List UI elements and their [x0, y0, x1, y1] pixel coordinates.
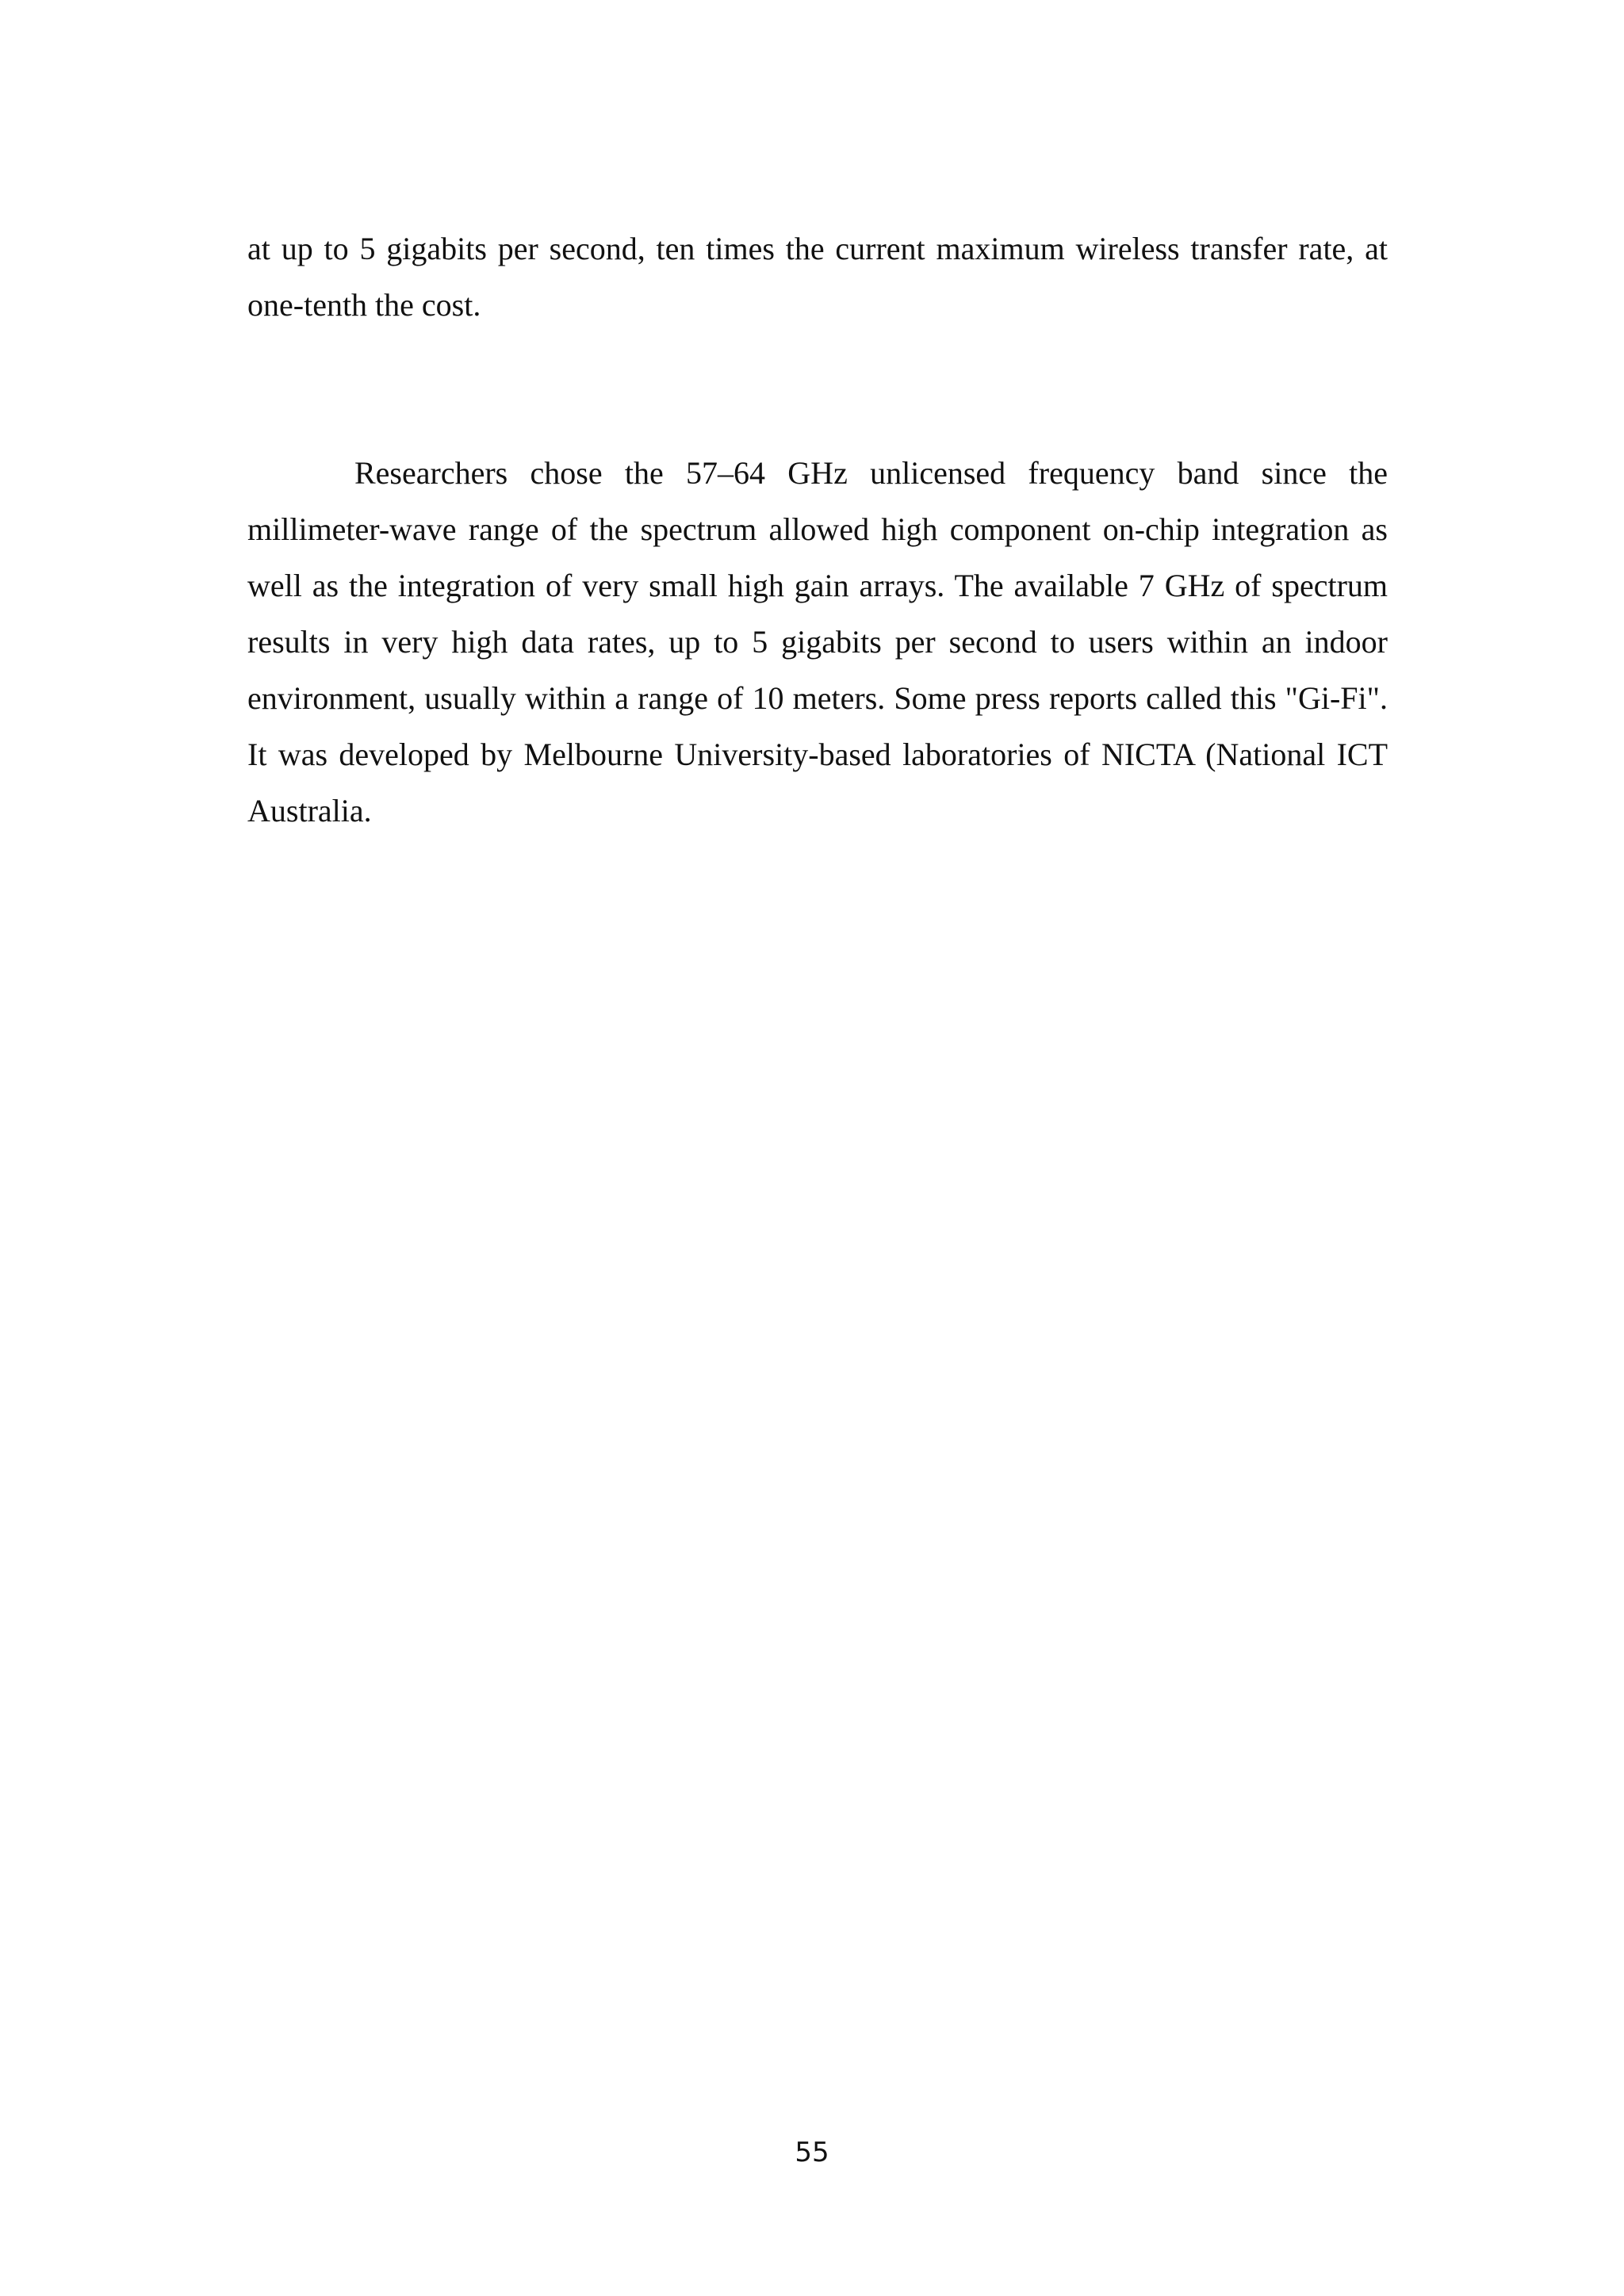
paragraph-gi-fi-research: Researchers chose the 57–64 GHz unlicensed frequency band since the millimeter-wave range of the spectrum allowed high component on-chip integration as well as the integration of very small high gain arrays. The available 7 GHz of spectrum results in very high data rates, up to 5 gigabits per second to users within an indoor environment, usually within a range of 10 meters. Some press reports called this "Gi-Fi". It was developed by Melbourne University-based laboratories of NICTA (National ICT Australia. [247, 455, 1388, 828]
page-number: 55 [795, 2137, 829, 2168]
paragraph-continuation: at up to 5 gigabits per second, ten times the current maximum wireless transfer rate, at one-tenth the cost. [247, 231, 1388, 323]
